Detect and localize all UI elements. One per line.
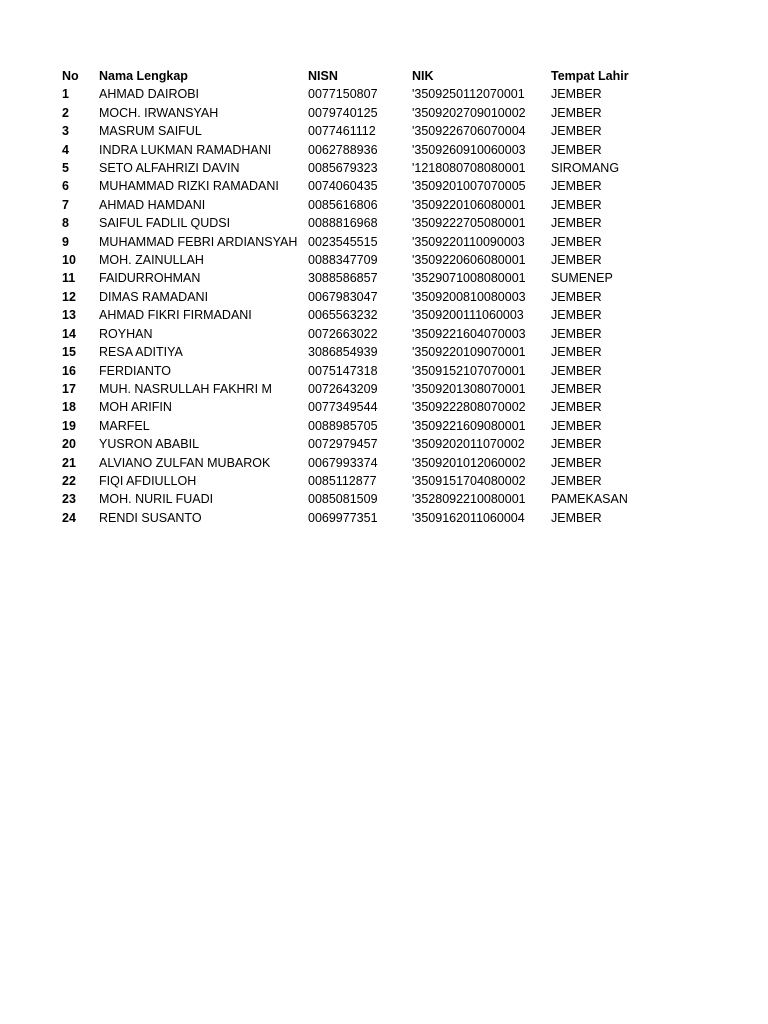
cell-nisn: 0072643209 [308,381,378,396]
table-row [62,122,661,140]
cell-nisn: 0074060435 [308,179,378,194]
cell-tempat-lahir: JEMBER [551,142,602,157]
table-body [62,85,661,527]
cell-no: 5 [62,161,69,176]
cell-nik: '3509222808070002 [412,400,526,415]
cell-no: 21 [62,455,76,470]
cell-nama-lengkap: RENDI SUSANTO [99,510,202,525]
cell-no: 2 [62,105,69,120]
header-nik: NIK [412,69,434,83]
cell-nama-lengkap: DIMAS RAMADANI [99,289,209,304]
cell-no: 3 [62,124,69,139]
cell-nama-lengkap: SAIFUL FADLIL QUDSI [99,216,231,231]
cell-tempat-lahir: JEMBER [551,326,602,341]
table-row [62,177,661,195]
table-row [62,141,661,159]
cell-nik: '3528092210080001 [412,492,526,507]
cell-tempat-lahir: SIROMANG [551,161,620,176]
cell-nisn: 0088985705 [308,418,378,433]
cell-nama-lengkap: MARFEL [99,418,150,433]
table-row [62,490,661,508]
cell-nama-lengkap: MUHAMMAD FEBRI ARDIANSYAH [99,234,298,249]
cell-nama-lengkap: MASRUM SAIFUL [99,124,202,139]
table-row [62,398,661,416]
cell-nik: '3509200810080003 [412,289,526,304]
cell-no: 15 [62,345,76,360]
cell-nik: '3509200111060003 [412,308,524,323]
cell-tempat-lahir: JEMBER [551,179,602,194]
cell-tempat-lahir: JEMBER [551,105,602,120]
table-row [62,435,661,453]
cell-nik: '3509202011070002 [412,437,525,452]
table-row [62,214,661,232]
table-row [62,104,661,122]
cell-no: 9 [62,234,69,249]
cell-nisn: 0072979457 [308,437,378,452]
cell-tempat-lahir: JEMBER [551,455,602,470]
cell-tempat-lahir: JEMBER [551,400,602,415]
cell-nisn: 0077150807 [308,87,378,102]
cell-nama-lengkap: ROYHAN [99,326,153,341]
cell-nisn: 0067983047 [308,289,378,304]
table-header-row [62,67,661,85]
cell-no: 4 [62,142,69,157]
cell-nisn: 0085616806 [308,197,378,212]
cell-tempat-lahir: JEMBER [551,289,602,304]
cell-no: 11 [62,271,76,286]
header-nisn: NISN [308,69,338,83]
cell-tempat-lahir: JEMBER [551,345,602,360]
cell-nik: '3509220110090003 [412,234,525,249]
cell-no: 24 [62,510,76,525]
cell-nik: '3509201308070001 [412,381,526,396]
cell-nama-lengkap: FAIDURROHMAN [99,271,201,286]
cell-nisn: 0072663022 [308,326,378,341]
cell-nik: '1218080708080001 [412,161,526,176]
cell-nik: '3509222705080001 [412,216,526,231]
cell-nisn: 3088586857 [308,271,378,286]
table-row [62,472,661,490]
cell-no: 6 [62,179,69,194]
table-row [62,251,661,269]
cell-tempat-lahir: JEMBER [551,124,602,139]
cell-no: 8 [62,216,69,231]
table-row [62,454,661,472]
cell-nik: '3509151704080002 [412,473,526,488]
header-nama-lengkap: Nama Lengkap [99,69,188,83]
table-row [62,509,661,527]
cell-nisn: 0065563232 [308,308,378,323]
cell-tempat-lahir: JEMBER [551,381,602,396]
cell-nama-lengkap: INDRA LUKMAN RAMADHANI [99,142,272,157]
cell-no: 7 [62,197,69,212]
cell-nik: '3529071008080001 [412,271,526,286]
cell-nik: '3509201007070005 [412,179,526,194]
cell-nama-lengkap: AHMAD FIKRI FIRMADANI [99,308,252,323]
cell-tempat-lahir: JEMBER [551,87,602,102]
student-list-sheet [62,67,661,527]
cell-tempat-lahir: JEMBER [551,216,602,231]
cell-nisn: 0069977351 [308,510,378,525]
table-row [62,325,661,343]
cell-no: 20 [62,437,76,452]
cell-nik: '3509226706070004 [412,124,526,139]
cell-tempat-lahir: JEMBER [551,437,602,452]
cell-nisn: 0085081509 [308,492,378,507]
table-row [62,362,661,380]
table-row [62,380,661,398]
cell-tempat-lahir: JEMBER [551,473,602,488]
cell-no: 22 [62,473,76,488]
table-row [62,306,661,324]
cell-tempat-lahir: JEMBER [551,510,602,525]
cell-tempat-lahir: JEMBER [551,308,602,323]
table-row [62,417,661,435]
cell-nik: '3509250112070001 [412,87,525,102]
table-row [62,233,661,251]
cell-nama-lengkap: MUHAMMAD RIZKI RAMADANI [99,179,279,194]
cell-nisn: 0062788936 [308,142,378,157]
cell-nama-lengkap: AHMAD HAMDANI [99,197,206,212]
cell-no: 10 [62,253,76,268]
cell-nama-lengkap: MOH. ZAINULLAH [99,253,204,268]
cell-nisn: 0077461112 [308,124,376,139]
table-row [62,343,661,361]
cell-nisn: 0085112877 [308,473,377,488]
cell-tempat-lahir: PAMEKASAN [551,492,628,507]
cell-nik: '3509162011060004 [412,510,525,525]
cell-no: 14 [62,326,76,341]
cell-nama-lengkap: RESA ADITIYA [99,345,183,360]
cell-nisn: 0079740125 [308,105,378,120]
table-row [62,159,661,177]
table-row [62,85,661,103]
cell-nisn: 0075147318 [308,363,378,378]
header-no: No [62,69,79,83]
cell-tempat-lahir: JEMBER [551,418,602,433]
cell-tempat-lahir: JEMBER [551,363,602,378]
cell-nik: '3509221609080001 [412,418,526,433]
cell-nik: '3509220106080001 [412,197,526,212]
cell-nisn: 0085679323 [308,161,378,176]
cell-nik: '3509260910060003 [412,142,526,157]
cell-tempat-lahir: JEMBER [551,234,602,249]
cell-no: 16 [62,363,76,378]
cell-nisn: 0088816968 [308,216,378,231]
cell-nik: '3509201012060002 [412,455,526,470]
cell-nama-lengkap: SETO ALFAHRIZI DAVIN [99,161,240,176]
table-row [62,288,661,306]
cell-nisn: 0067993374 [308,455,378,470]
header-tempat-lahir: Tempat Lahir [551,69,629,83]
cell-no: 1 [62,87,69,102]
cell-no: 19 [62,418,76,433]
cell-nik: '3509202709010002 [412,105,526,120]
cell-nik: '3509220606080001 [412,253,526,268]
cell-nik: '3509220109070001 [412,345,526,360]
cell-no: 17 [62,381,76,396]
table-row [62,196,661,214]
cell-nama-lengkap: MOH. NURIL FUADI [99,492,214,507]
cell-nisn: 0077349544 [308,400,378,415]
cell-tempat-lahir: JEMBER [551,197,602,212]
cell-nik: '3509221604070003 [412,326,526,341]
cell-nisn: 3086854939 [308,345,378,360]
cell-nama-lengkap: MOH ARIFIN [99,400,172,415]
cell-no: 23 [62,492,76,507]
student-table [62,67,661,527]
cell-nama-lengkap: FERDIANTO [99,363,171,378]
cell-no: 12 [62,289,76,304]
cell-nama-lengkap: MOCH. IRWANSYAH [99,105,219,120]
cell-tempat-lahir: JEMBER [551,253,602,268]
cell-no: 18 [62,400,76,415]
cell-nama-lengkap: FIQI AFDIULLOH [99,473,197,488]
table-row [62,269,661,287]
cell-nama-lengkap: YUSRON ABABIL [99,437,200,452]
cell-nama-lengkap: ALVIANO ZULFAN MUBAROK [99,455,271,470]
cell-nama-lengkap: MUH. NASRULLAH FAKHRI M [99,381,272,396]
cell-tempat-lahir: SUMENEP [551,271,613,286]
cell-nisn: 0088347709 [308,253,378,268]
cell-no: 13 [62,308,76,323]
cell-nama-lengkap: AHMAD DAIROBI [99,87,200,102]
cell-nisn: 0023545515 [308,234,378,249]
cell-nik: '3509152107070001 [412,363,526,378]
